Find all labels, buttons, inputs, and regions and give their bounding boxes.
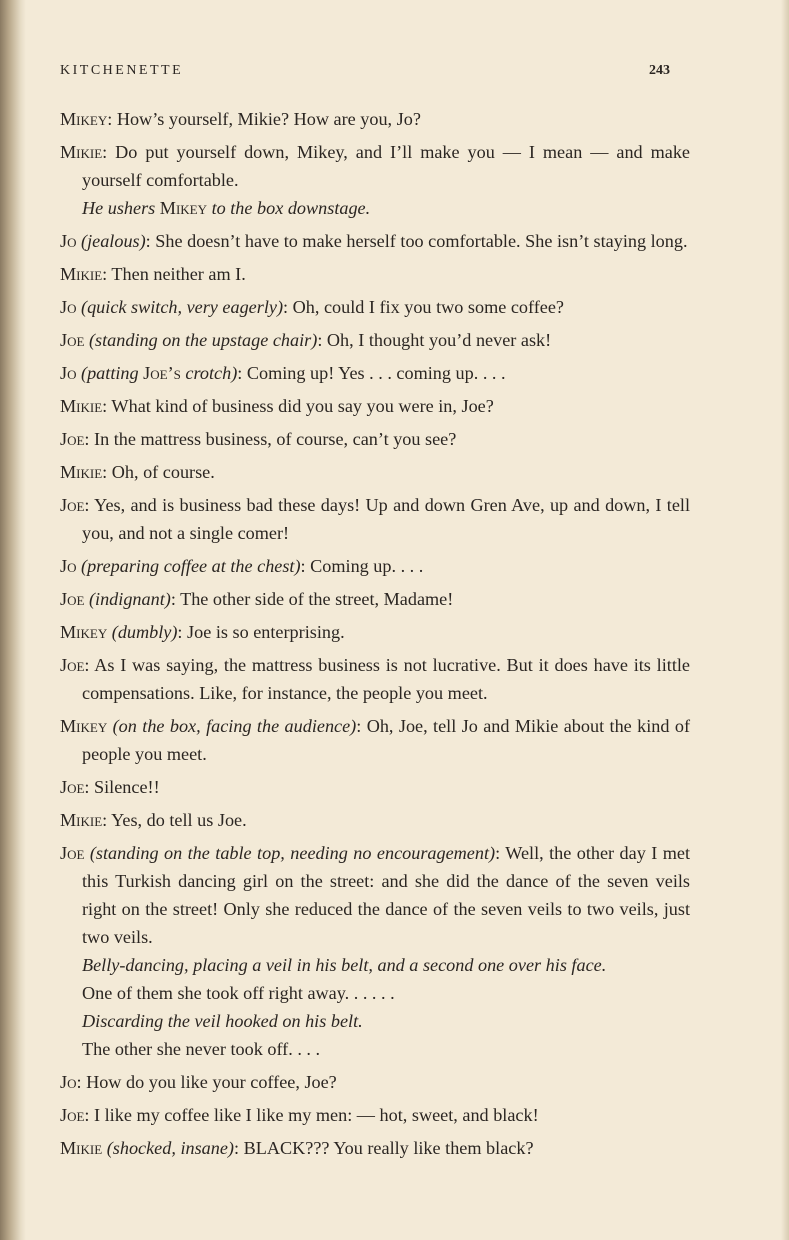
dialogue-continuation: One of them she took off right away. . . . . . bbox=[82, 983, 395, 1003]
speech-line bbox=[60, 425, 690, 453]
parenthetical: (on the box, facing the audience) bbox=[112, 716, 357, 736]
speech-line bbox=[60, 458, 690, 486]
speech-line bbox=[60, 651, 690, 707]
page-number: 243 bbox=[649, 63, 670, 78]
dialogue: Oh, of course. bbox=[107, 462, 215, 482]
dialogue: In the mattress business, of course, can’t you see? bbox=[89, 429, 457, 449]
dialogue: How do you like your coffee, Joe? bbox=[81, 1072, 337, 1092]
parenthetical: (patting bbox=[81, 363, 139, 383]
speaker: Jo bbox=[60, 297, 77, 317]
dialogue: Yes, do tell us Joe. bbox=[107, 810, 247, 830]
speech-line bbox=[60, 839, 690, 951]
dialogue: : Oh, I thought you’d never ask! bbox=[317, 330, 552, 350]
speaker: Joe: bbox=[60, 429, 90, 449]
running-head bbox=[60, 63, 670, 79]
speaker: Jo: bbox=[60, 1072, 82, 1092]
book-spine-shadow bbox=[0, 0, 26, 1240]
speaker-mention: Joe’s bbox=[143, 363, 181, 383]
speaker: Joe: bbox=[60, 777, 90, 797]
speech-line bbox=[60, 326, 690, 354]
dialogue: : Joe is so enterprising. bbox=[177, 622, 345, 642]
dialogue: Then neither am I. bbox=[107, 264, 246, 284]
speaker: Mikie: bbox=[60, 462, 108, 482]
speech-line bbox=[60, 552, 690, 580]
speaker: Joe: bbox=[60, 1105, 90, 1125]
speech-line bbox=[60, 806, 690, 834]
dialogue: : BLACK??? You really like them black? bbox=[234, 1138, 534, 1158]
speech-line bbox=[60, 138, 690, 194]
speech-line bbox=[60, 618, 690, 646]
speech-line bbox=[60, 491, 690, 547]
script-text bbox=[60, 105, 690, 1167]
speaker: Mikie: bbox=[60, 396, 108, 416]
dialogue: Yes, and is business bad these days! Up and down Gren Ave, up and down, I tell you, and not a single comer! bbox=[82, 495, 690, 543]
dialogue: Silence!! bbox=[89, 777, 160, 797]
dialogue: : Well, the other day I met this Turkish dancing girl on the street: and she did the dance of the seven veils right on the street! Only she reduced the dance of the seven veils to two veils, just two veils. bbox=[82, 843, 690, 947]
dialogue: I like my coffee like I like my men: — hot, sweet, and black! bbox=[89, 1105, 539, 1125]
speech-line bbox=[60, 773, 690, 801]
speaker: Jo bbox=[60, 556, 77, 576]
speaker: Joe bbox=[60, 589, 85, 609]
stage-direction: Discarding the veil hooked on his belt. bbox=[82, 1011, 363, 1031]
speaker: Mikie: bbox=[60, 810, 108, 830]
speech-line bbox=[60, 260, 690, 288]
parenthetical: (jealous) bbox=[81, 231, 146, 251]
speaker: Joe: bbox=[60, 655, 90, 675]
dialogue: : Coming up. . . . bbox=[300, 556, 424, 576]
dialogue: : The other side of the street, Madame! bbox=[170, 589, 454, 609]
speaker: Jo bbox=[60, 231, 77, 251]
parenthetical: (standing on the table top, needing no encouragement) bbox=[89, 843, 496, 863]
speaker: Joe bbox=[60, 843, 85, 863]
parenthetical: (preparing coffee at the chest) bbox=[81, 556, 301, 576]
dialogue: Do put yourself down, Mikey, and I’ll make you — I mean — and make yourself comfortable. bbox=[82, 142, 690, 190]
speaker: Joe bbox=[60, 330, 85, 350]
parenthetical: (indignant) bbox=[88, 589, 171, 609]
speech-line bbox=[60, 585, 690, 613]
speech-line bbox=[60, 392, 690, 420]
page-edge-shadow bbox=[781, 0, 789, 1240]
speech-line bbox=[60, 712, 690, 768]
speech-line bbox=[60, 359, 690, 387]
parenthetical: crotch) bbox=[185, 363, 238, 383]
speaker: Mikie: bbox=[60, 264, 108, 284]
speaker-mention: Mikey bbox=[159, 198, 208, 218]
dialogue-continuation: The other she never took off. . . . bbox=[82, 1039, 321, 1059]
parenthetical: (dumbly) bbox=[111, 622, 178, 642]
parenthetical: (quick switch, very eagerly) bbox=[81, 297, 284, 317]
dialogue: : Coming up! Yes . . . coming up. . . . bbox=[237, 363, 506, 383]
speaker: Mikie bbox=[60, 1138, 103, 1158]
dialogue: How’s yourself, Mikie? How are you, Jo? bbox=[112, 109, 421, 129]
dialogue: As I was saying, the mattress business is not lucrative. But it does have its little compensations. Like, for instance, the people you meet. bbox=[82, 655, 690, 703]
speaker: Mikey bbox=[60, 622, 108, 642]
speech-line bbox=[60, 293, 690, 321]
dialogue: : She doesn’t have to make herself too comfortable. She isn’t staying long. bbox=[145, 231, 688, 251]
running-head-title: KITCHENETTE bbox=[60, 63, 184, 78]
speaker: Mikie: bbox=[60, 142, 108, 162]
dialogue: : Oh, Joe, tell Jo and Mikie about the kind of people you meet. bbox=[82, 716, 691, 764]
parenthetical: (shocked, insane) bbox=[106, 1138, 234, 1158]
speech-line bbox=[60, 105, 690, 133]
stage-direction: He ushers Mikey to the box downstage. bbox=[82, 198, 371, 218]
speaker: Mikey: bbox=[60, 109, 113, 129]
speech-line bbox=[60, 1134, 690, 1162]
speaker: Jo bbox=[60, 363, 77, 383]
speech-line bbox=[60, 227, 690, 255]
speech-line bbox=[60, 1101, 690, 1129]
speech-line bbox=[60, 1068, 690, 1096]
speaker: Joe: bbox=[60, 495, 90, 515]
dialogue: : Oh, could I fix you two some coffee? bbox=[283, 297, 565, 317]
dialogue: What kind of business did you say you were in, Joe? bbox=[107, 396, 494, 416]
parenthetical: (standing on the upstage chair) bbox=[88, 330, 318, 350]
speaker: Mikey bbox=[60, 716, 108, 736]
stage-direction: Belly-dancing, placing a veil in his belt, and a second one over his face. bbox=[82, 955, 607, 975]
